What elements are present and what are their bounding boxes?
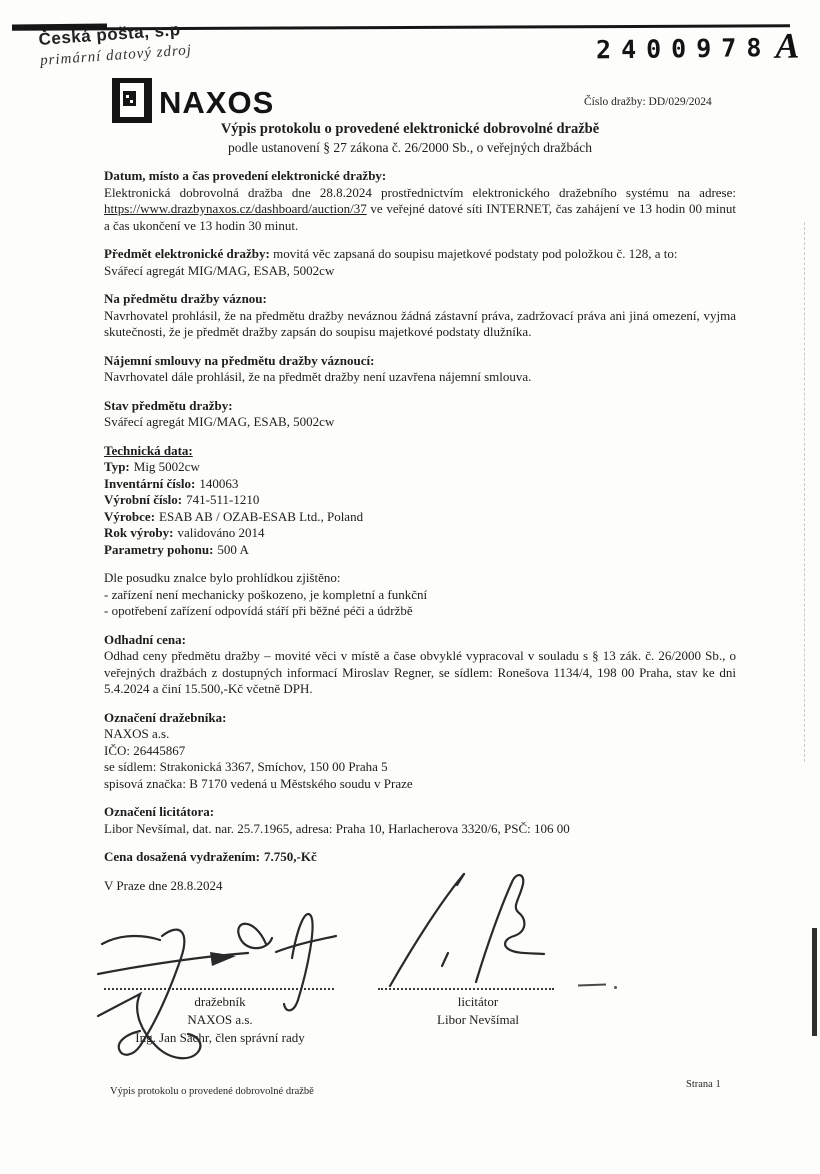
stamp-letter: A [775, 25, 800, 66]
section-subject-heading: Předmět elektronické dražby: [104, 246, 270, 261]
naxos-logo-text: NAXOS [159, 85, 275, 120]
section-liens [104, 291, 736, 341]
tech-value: 140063 [199, 475, 239, 491]
signature-right-dot-mark [614, 986, 617, 989]
tech-label: Parametry pohonu: [104, 541, 214, 557]
section-final-price [104, 849, 736, 866]
section-licitator-heading: Označení licitátora: [104, 804, 215, 819]
signature-left-org: NAXOS a.s. [187, 1012, 253, 1027]
subject-description: movitá věc zapsaná do soupisu majetkové podstaty pod položkou č. 128, a to: [269, 246, 678, 261]
section-liens-text: Navrhovatel prohlásil, že na předmětu dražby neváznou žádná zástavní práva, zadržovací práva ani jiná omezení, vyjma skutečnosti, že je předmět dražby zapsán do soupisu majetkové podstaty dlužníka. [104, 307, 736, 339]
document-body [104, 168, 736, 894]
document-subtitle: podle ustanovení § 27 zákona č. 26/2000 Sb., o veřejných dražbách [227, 140, 593, 155]
tech-row-type [104, 459, 736, 476]
stamp-digits: 2400978 [595, 32, 772, 65]
section-condition-text: Svářecí agregát MIG/MAG, ESAB, 5002cw [104, 414, 335, 429]
section-inspection [104, 570, 736, 620]
signature-line-left [104, 958, 334, 990]
inspection-bullet-2: - opotřebení zařízení odpovídá stáří při běžné péči a údržbě [104, 603, 413, 618]
inspection-intro: Dle posudku znalce bylo prohlídkou zjištěno: [104, 570, 341, 585]
tech-row-year [104, 525, 736, 542]
section-auctioneer [104, 710, 736, 793]
signature-block-auctioneer [100, 958, 340, 1046]
footer-document-label: Výpis protokolu o provedené dobrovolné dražbě [110, 1086, 314, 1097]
section-datetime-text [104, 185, 736, 235]
section-liens-heading: Na předmětu dražby váznou: [104, 291, 267, 306]
inspection-bullet-1: - zařízení není mechanicky poškozeno, je kompletní a funkční [104, 586, 428, 602]
document-title: Výpis protokolu o provedené elektronické dobrovolné dražbě [220, 121, 600, 137]
signature-left-role: dražebník [194, 994, 246, 1009]
section-subject-text [104, 246, 736, 263]
section-estimate-heading: Odhadní cena: [104, 631, 186, 647]
section-lease-heading: Nájemní smlouvy na předmětu dražby váznoucí: [104, 352, 375, 368]
footer-page-number: Strana 1 [686, 1079, 721, 1090]
tech-label: Inventární číslo: [104, 475, 196, 491]
section-estimate-text: Odhad ceny předmětu dražby – movité věci v místě a čase obvyklé vypracoval v souladu s § 13 zák. č. 26/2000 Sb., o veřejných dražbách z dostupných informací Miroslav Regner, se sídlem: Ronešova 1134/4, 198 00 Praha, stav ke dni 5.4.2024 a činí 15.500,-Kč včetně DPH. [104, 648, 736, 696]
signature-line-right [378, 958, 554, 990]
auctioneer-line-name: NAXOS a.s. [104, 726, 170, 741]
tech-label: Rok výroby: [104, 525, 174, 540]
section-technical-data [104, 443, 736, 559]
section-lease [104, 353, 736, 386]
place-and-date: V Praze dne 28.8.2024 [104, 877, 223, 893]
section-estimate [104, 632, 736, 698]
section-licitator [104, 804, 736, 837]
tech-row-manufacturer [104, 509, 736, 526]
final-price-label: Cena dosažená vydražením: [104, 849, 260, 864]
tech-value: 500 A [217, 541, 249, 557]
section-datetime [104, 168, 736, 234]
tech-label: Výrobní číslo: [104, 492, 183, 507]
section-auctioneer-heading: Označení dražebníka: [104, 709, 227, 725]
auctioneer-line-address: se sídlem: Strakonická 3367, Smíchov, 150 00 Praha 5 [104, 759, 388, 774]
tech-value: validováno 2014 [177, 525, 265, 540]
section-lease-text: Navrhovatel dále prohlásil, že na předmět dražby není uzavřena nájemní smlouva. [104, 369, 532, 384]
section-condition [104, 398, 736, 431]
tech-row-power [104, 542, 736, 559]
tech-value: 741-511-1210 [186, 492, 260, 507]
subject-item: Svářecí agregát MIG/MAG, ESAB, 5002cw [104, 262, 335, 278]
section-technical-heading: Technická data: [104, 442, 193, 458]
postal-sender-subtitle: primární datový zdroj [39, 42, 193, 69]
signature-right-role: licitátor [457, 994, 499, 1009]
signature-right-name: Libor Nevšímal [437, 1012, 519, 1027]
stamp-number [596, 25, 800, 70]
tech-row-serial [104, 492, 736, 509]
tech-row-inventory [104, 476, 736, 493]
tech-value: ESAB AB / OZAB-ESAB Ltd., Poland [159, 508, 364, 524]
tech-label: Výrobce: [104, 508, 156, 524]
signature-block-licitator [378, 958, 578, 1028]
section-licitator-text: Libor Nevšímal, dat. nar. 25.7.1965, adresa: Praha 10, Harlacherova 3320/6, PSČ: 106 00 [104, 820, 570, 836]
section-condition-heading: Stav předmětu dražby: [104, 397, 233, 413]
auction-url-link[interactable]: https://www.drazbynaxos.cz/dashboard/auction/37 [104, 201, 367, 216]
final-price-value: 7.750,-Kč [264, 849, 317, 864]
scan-right-fold-line [804, 222, 805, 762]
scan-right-edge-artifact [812, 928, 817, 1036]
section-datetime-heading: Datum, místo a čas provedení elektronické dražby: [104, 168, 387, 183]
datetime-text-before: Elektronická dobrovolná dražba dne 28.8.2024 prostřednictvím elektronického dražebního systému na adrese: [104, 184, 736, 200]
final-price-line [104, 849, 736, 866]
auctioneer-line-ico: IČO: 26445867 [104, 742, 186, 758]
postal-sender-name: Česká pošta, s.p [38, 20, 182, 49]
signature-left-name: Ing. Jan Sachr, člen správní rady [135, 1030, 305, 1045]
tech-value: Mig 5002cw [133, 459, 200, 474]
section-subject [104, 246, 736, 279]
tech-label: Typ: [104, 459, 130, 474]
signature-right-dash-mark [578, 984, 606, 987]
auction-number: Číslo dražby: DD/029/2024 [584, 96, 712, 108]
datetime-text-after: ve veřejné datové síti INTERNET, čas zahájení ve 13 hodin 00 minut a čas ukončení ve 13 hodin 30 minut. [104, 201, 736, 233]
document-title-block [0, 121, 820, 156]
auctioneer-line-registry: spisová značka: B 7170 vedená u Městského soudu v Praze [104, 775, 413, 791]
